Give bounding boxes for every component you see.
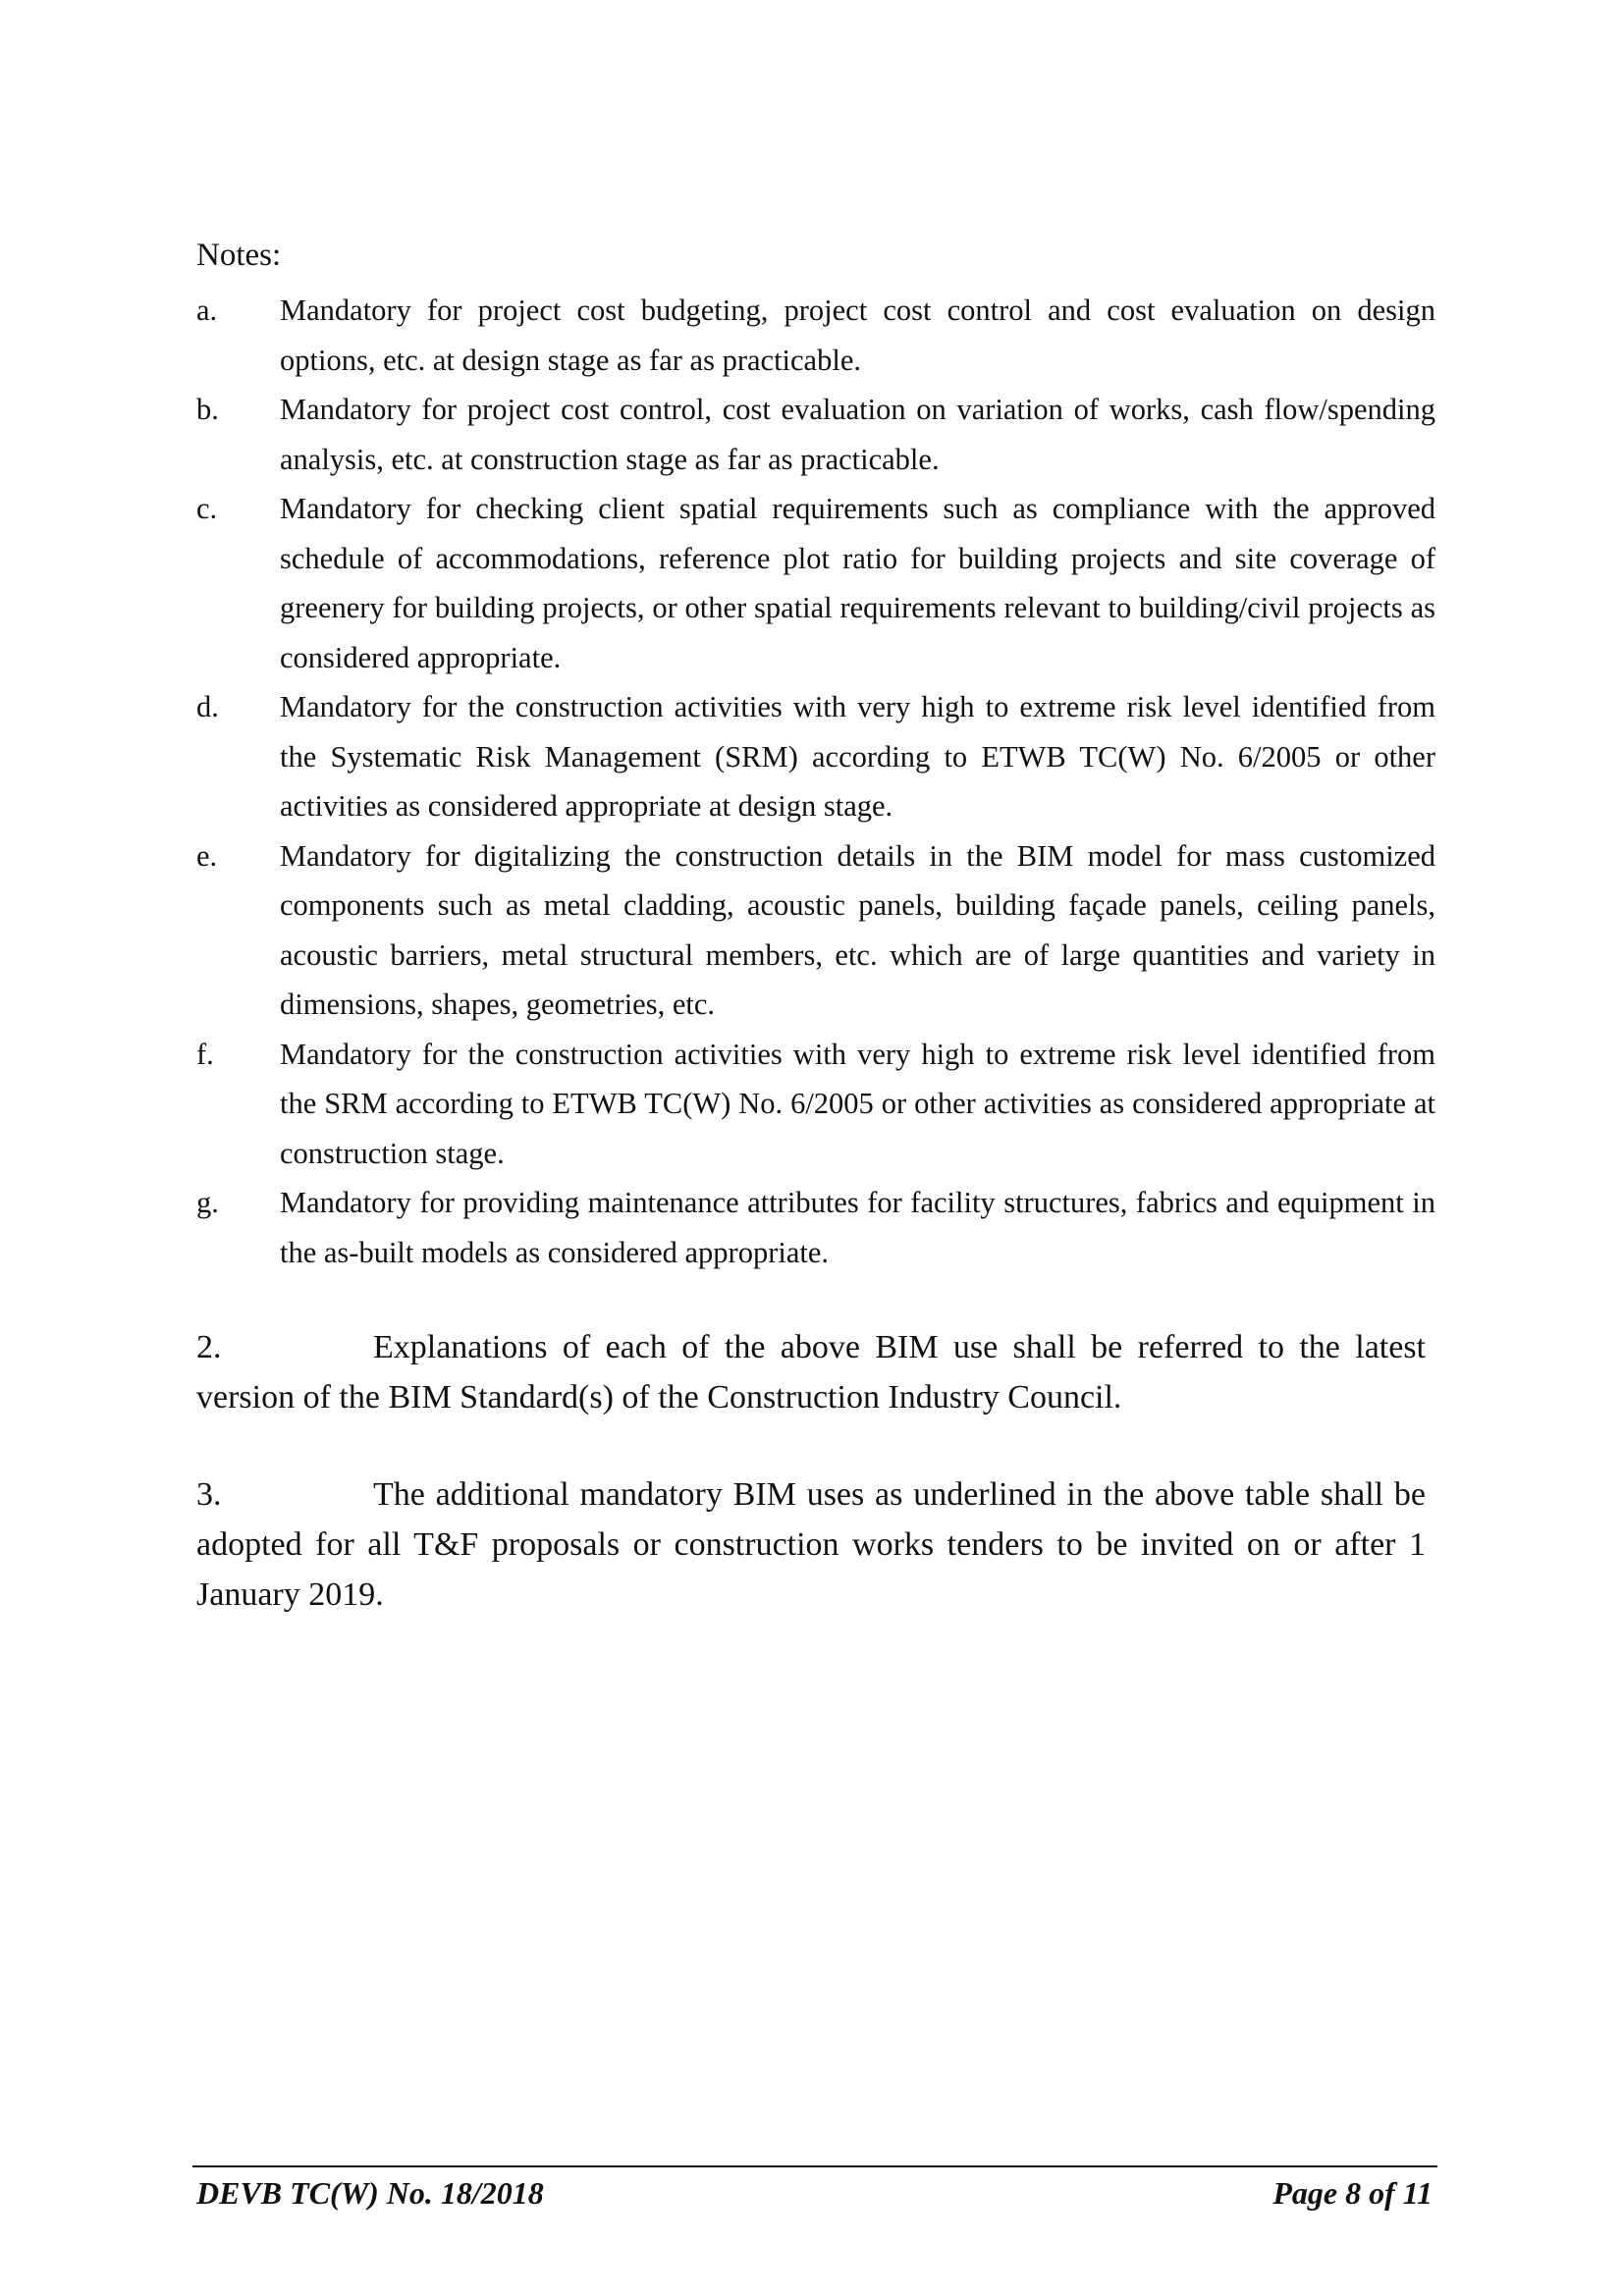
note-letter: g.	[196, 1186, 219, 1219]
note-text: Mandatory for project cost budgeting, project cost control and cost evaluation on design options, etc. at design stage as far as practicable.	[280, 294, 1435, 377]
note-item-g	[196, 1178, 1435, 1277]
note-text: Mandatory for the construction activities with very high to extreme risk level identified from the Systematic Risk Management (SRM) according to ETWB TC(W) No. 6/2005 or other activities as considered appropriate at design stage.	[280, 690, 1435, 823]
note-letter: d.	[196, 690, 219, 723]
footer-circular-reference: DEVB TC(W) No. 18/2018	[196, 2175, 544, 2211]
note-item-b	[196, 385, 1435, 484]
notes-list	[196, 286, 1435, 1277]
note-letter: b.	[196, 393, 219, 426]
paragraph-3	[196, 1469, 1426, 1620]
note-text: Mandatory for checking client spatial requirements such as compliance with the approved schedule of accommodations, reference plot ratio for building projects and site coverage of greenery for building projects, or other spatial requirements relevant to building/civil projects as considered appropriate.	[280, 492, 1435, 674]
note-item-f	[196, 1030, 1435, 1179]
footer-divider	[192, 2165, 1437, 2167]
note-text: Mandatory for digitalizing the construction details in the BIM model for mass customized components such as metal cladding, acoustic panels, building façade panels, ceiling panels, acoustic barriers, metal structural members, etc. which are of large quantities and variety in dimensions, shapes, geometries, etc.	[280, 838, 1435, 1021]
note-text: Mandatory for the construction activities with very high to extreme risk level identified from the SRM according to ETWB TC(W) No. 6/2005 or other activities as considered appropriate at construction stage.	[280, 1037, 1435, 1170]
note-text: Mandatory for providing maintenance attributes for facility structures, fabrics and equipment in the as-built models as considered appropriate.	[280, 1186, 1435, 1269]
note-item-d	[196, 682, 1435, 831]
paragraph-number: 2.	[196, 1329, 222, 1365]
note-item-c	[196, 484, 1435, 682]
paragraph-text: The additional mandatory BIM uses as underlined in the above table shall be adopted for all T&F proposals or construction works tenders to be invited on or after 1 January 2019.	[196, 1476, 1426, 1613]
note-letter: c.	[196, 492, 218, 525]
paragraph-text: Explanations of each of the above BIM use shall be referred to the latest version of the BIM Standard(s) of the Construction Industry Council.	[196, 1329, 1426, 1415]
footer-page-number: Page 8 of 11	[1272, 2175, 1433, 2211]
notes-heading: Notes:	[196, 238, 282, 273]
note-letter: e.	[196, 838, 218, 873]
paragraph-number: 3.	[196, 1476, 222, 1513]
note-letter: a.	[196, 294, 218, 327]
note-letter: f.	[196, 1037, 214, 1071]
note-item-e	[196, 831, 1435, 1030]
paragraph-2	[196, 1322, 1426, 1422]
note-text: Mandatory for project cost control, cost evaluation on variation of works, cash flow/spending analysis, etc. at construction stage as far as practicable.	[280, 393, 1435, 476]
note-item-a	[196, 286, 1435, 385]
